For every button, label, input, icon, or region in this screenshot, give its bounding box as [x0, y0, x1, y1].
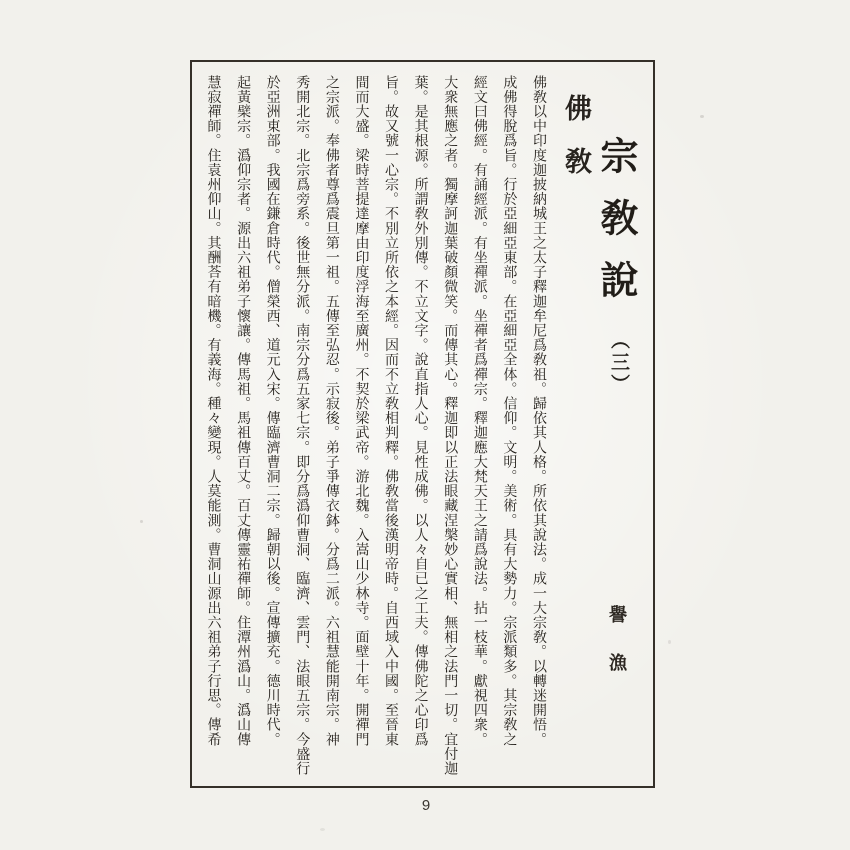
- text-column: 起黃檗宗。潙仰宗者。源出六祖弟子懷讓。傳馬祖。馬祖傳百丈。百丈傳靈祐禪師。住潭州潙山。潙山傳: [235, 75, 251, 747]
- text-column: 經文曰佛經。有誦經派。有坐禪派。坐禪者爲禪宗。釋迦應大梵天王之請爲說法。拈一枝華。獻視四衆。: [471, 75, 487, 747]
- text-column: 於亞洲東部。我國在鎌倉時代。僧榮西、道元入宋。傳臨濟曹洞二宗。歸朝以後。宣傳擴充。德川時代。: [264, 75, 280, 747]
- text-column: 秀開北宗。北宗爲旁系。後世無分派。南宗分爲五家七宗。即分爲潙仰曹洞、臨濟、雲門、法眼五宗。今盛行: [294, 75, 310, 776]
- page-title: 宗敎說: [594, 136, 636, 322]
- body-text-area: [197, 75, 553, 783]
- text-column: 葉。是其根源。所謂敎外別傳。不立文字。說直指人心。見性成佛。以人々自已之工夫。傳佛陀之心印爲: [412, 75, 428, 747]
- section-label: 佛敎: [561, 94, 591, 200]
- page-number: 9: [421, 797, 431, 814]
- text-column: 慧寂禪師。住袁州仰山。其酬荅有暗機。有義海。種々變現。人莫能測。曹洞山源出六祖弟子行思。傳希: [205, 75, 221, 747]
- text-column: 間而大盛。梁時菩提達摩由印度浮海至廣州。不契於梁武帝。游北魏。入嵩山少林寺。面壁十年。開禪門: [353, 75, 369, 747]
- page-title-part-number: （三）: [608, 330, 629, 396]
- text-column: 之宗派。奉佛者尊爲震旦第一祖。五傳至弘忍。示寂後。弟子爭傳衣鉢。分爲二派。六祖慧能開南宗。神: [323, 75, 339, 747]
- scan-speck: [668, 640, 671, 644]
- text-column: 旨。故又號一心宗。不別立所依之本經。因而不立敎相判釋。佛敎當後漢明帝時。自西域入中國。至晉東: [383, 75, 399, 747]
- text-column: 成佛得脫爲旨。行於亞細亞東部。在亞細亞全体。信仰。文明。美術。具有大勢力。宗派類多。其宗敎之: [501, 75, 517, 747]
- scan-speck: [700, 115, 704, 118]
- text-frame-border: [190, 60, 655, 788]
- author-name: 譽漁: [607, 605, 627, 701]
- scan-speck: [320, 828, 325, 831]
- text-column: 大衆無應之者。獨摩訶迦葉破顏微笑。而傳其心。釋迦即以正法眼藏涅槃妙心實相、無相之法門一切。宜付迦: [442, 75, 458, 776]
- scan-speck: [140, 520, 143, 523]
- text-column: 佛敎以中印度迦披納城王之太子釋迦牟尼爲敎祖。歸依其人格。所依其說法。成一大宗敎。以轉迷開悟。: [531, 75, 546, 747]
